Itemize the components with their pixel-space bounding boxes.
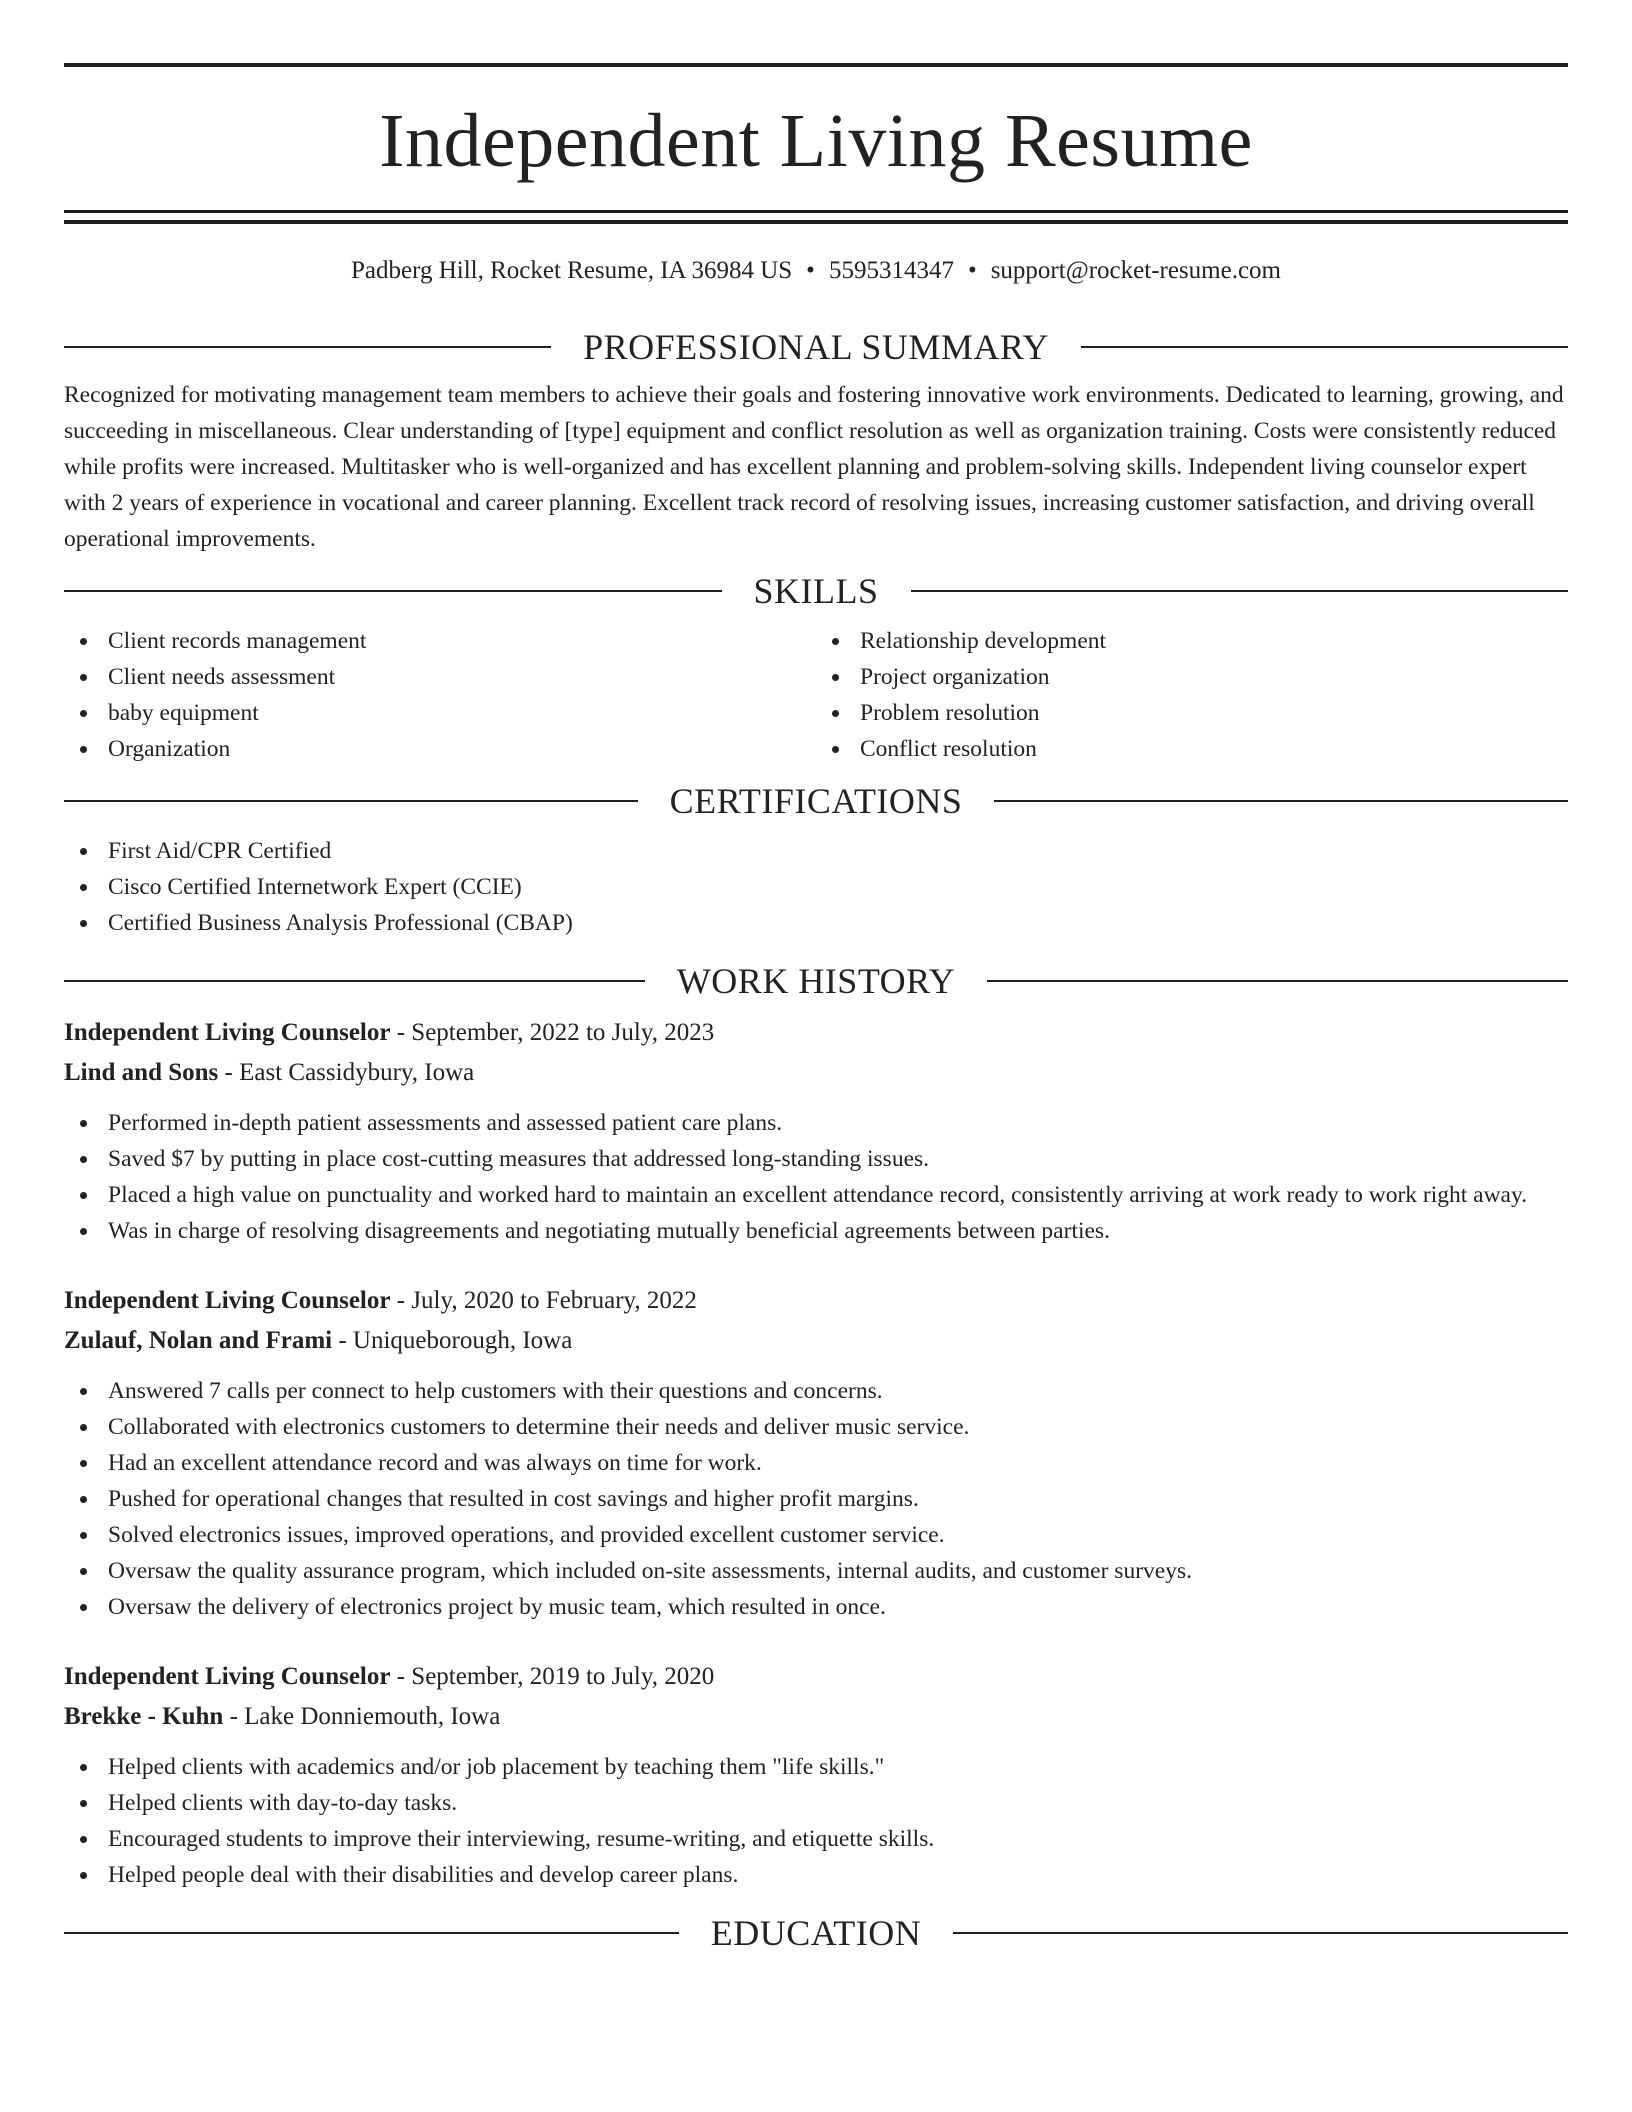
job-location: - Uniqueborough, Iowa bbox=[332, 1327, 573, 1354]
job-title-line bbox=[64, 1013, 1568, 1053]
heading-rule bbox=[1081, 346, 1568, 348]
summary-text: Recognized for motivating management team members to achieve their goals and fostering innovative work environments. Dedicated to learning, growing, and succeeding in miscellaneous. Clear understanding of [type] equipment and conflict resolution as well as organization training. Costs were consistently reduced while profits were increased. Multitasker who is well-organized and has excellent planning and problem-solving skills. Independent living counselor expert with 2 years of experience in vocational and career planning. Excellent track record of resolving issues, increasing customer satisfaction, and driving overall operational improvements. bbox=[64, 382, 1564, 552]
heading-rule bbox=[953, 1932, 1568, 1934]
job-entry bbox=[64, 1013, 1568, 1249]
heading-rule bbox=[994, 800, 1568, 802]
job-point: Oversaw the quality assurance program, which included on-site assessments, internal audits, and customer surveys. bbox=[64, 1553, 1568, 1589]
contact-separator: • bbox=[806, 257, 815, 284]
heading-rule bbox=[64, 1932, 679, 1934]
skills-heading-label: SKILLS bbox=[753, 571, 879, 611]
job-entry bbox=[64, 1657, 1568, 1893]
summary-heading-label: PROFESSIONAL SUMMARY bbox=[583, 327, 1049, 367]
skills-column-left bbox=[64, 623, 816, 767]
job-point: Helped clients with academics and/or job placement by teaching them "life skills." bbox=[64, 1749, 1568, 1785]
certification-item: First Aid/CPR Certified bbox=[64, 833, 1568, 869]
job-point: Encouraged students to improve their interviewing, resume-writing, and etiquette skills. bbox=[64, 1821, 1568, 1857]
job-point: Collaborated with electronics customers to determine their needs and deliver music service. bbox=[64, 1409, 1568, 1445]
skill-item: Relationship development bbox=[816, 623, 1568, 659]
job-point: Saved $7 by putting in place cost-cutting measures that addressed long-standing issues. bbox=[64, 1141, 1568, 1177]
job-title: Independent Living Counselor bbox=[64, 1663, 391, 1690]
job-dates: - September, 2022 to July, 2023 bbox=[390, 1019, 715, 1046]
job-point: Placed a high value on punctuality and worked hard to maintain an excellent attendance record, consistently arriving at work ready to work right away. bbox=[64, 1177, 1568, 1213]
contact-address: Padberg Hill, Rocket Resume, IA 36984 US bbox=[350, 257, 793, 284]
top-rule bbox=[64, 63, 1568, 67]
heading-rule bbox=[64, 590, 722, 592]
heading-rule bbox=[64, 800, 638, 802]
contact-email[interactable]: support@rocket-resume.com bbox=[990, 257, 1281, 284]
job-entry bbox=[64, 1281, 1568, 1625]
job-point: Answered 7 calls per connect to help customers with their questions and concerns. bbox=[64, 1373, 1568, 1409]
education-heading-label: EDUCATION bbox=[710, 1913, 922, 1953]
skills-heading bbox=[64, 569, 1568, 613]
contact-phone: 5595314347 bbox=[828, 257, 954, 284]
skill-item: Client records management bbox=[64, 623, 816, 659]
skill-item: Problem resolution bbox=[816, 695, 1568, 731]
job-point: Performed in-depth patient assessments and assessed patient care plans. bbox=[64, 1105, 1568, 1141]
resume-title: Independent Living Resume bbox=[379, 99, 1253, 183]
work-history-heading-label: WORK HISTORY bbox=[676, 961, 956, 1001]
skill-item: baby equipment bbox=[64, 695, 816, 731]
job-points bbox=[64, 1749, 1568, 1893]
job-point: Helped clients with day-to-day tasks. bbox=[64, 1785, 1568, 1821]
job-company-line bbox=[64, 1053, 1568, 1093]
job-point: Pushed for operational changes that resulted in cost savings and higher profit margins. bbox=[64, 1481, 1568, 1517]
job-location: - Lake Donniemouth, Iowa bbox=[223, 1703, 501, 1730]
work-history-heading bbox=[64, 959, 1568, 1003]
job-point: Helped people deal with their disabilities and develop career plans. bbox=[64, 1857, 1568, 1893]
education-heading bbox=[64, 1911, 1568, 1955]
certifications-heading bbox=[64, 779, 1568, 823]
skills-column-right bbox=[816, 623, 1568, 767]
job-point: Oversaw the delivery of electronics project by music team, which resulted in once. bbox=[64, 1589, 1568, 1625]
certification-item: Certified Business Analysis Professional (CBAP) bbox=[64, 905, 1568, 941]
summary-heading bbox=[64, 325, 1568, 369]
contact-line bbox=[64, 255, 1568, 287]
job-company-line bbox=[64, 1697, 1568, 1737]
job-dates: - September, 2019 to July, 2020 bbox=[390, 1663, 715, 1690]
skill-item: Project organization bbox=[816, 659, 1568, 695]
job-title-line bbox=[64, 1281, 1568, 1321]
heading-rule bbox=[987, 980, 1568, 982]
job-title: Independent Living Counselor bbox=[64, 1287, 391, 1314]
heading-rule bbox=[64, 980, 645, 982]
certification-item: Cisco Certified Internetwork Expert (CCIE) bbox=[64, 869, 1568, 905]
resume-page bbox=[64, 0, 1568, 1955]
job-points bbox=[64, 1105, 1568, 1249]
job-point: Had an excellent attendance record and was always on time for work. bbox=[64, 1445, 1568, 1481]
heading-rule bbox=[911, 590, 1569, 592]
heading-rule bbox=[64, 346, 551, 348]
job-dates: - July, 2020 to February, 2022 bbox=[390, 1287, 697, 1314]
job-company: Zulauf, Nolan and Frami bbox=[64, 1327, 333, 1354]
job-location: - East Cassidybury, Iowa bbox=[218, 1059, 475, 1086]
skill-item: Organization bbox=[64, 731, 816, 767]
job-title: Independent Living Counselor bbox=[64, 1019, 391, 1046]
job-company: Lind and Sons bbox=[64, 1059, 219, 1086]
job-title-line bbox=[64, 1657, 1568, 1697]
skill-item: Conflict resolution bbox=[816, 731, 1568, 767]
job-point: Was in charge of resolving disagreements and negotiating mutually beneficial agreements between parties. bbox=[64, 1213, 1568, 1249]
job-point: Solved electronics issues, improved operations, and provided excellent customer service. bbox=[64, 1517, 1568, 1553]
title-double-rule bbox=[64, 210, 1568, 224]
certifications-list bbox=[64, 833, 1568, 941]
certifications-heading-label: CERTIFICATIONS bbox=[669, 781, 963, 821]
job-company: Brekke - Kuhn bbox=[64, 1703, 224, 1730]
skills-list bbox=[64, 623, 1568, 767]
contact-separator: • bbox=[967, 257, 977, 284]
job-company-line bbox=[64, 1321, 1568, 1361]
job-points bbox=[64, 1373, 1568, 1625]
skill-item: Client needs assessment bbox=[64, 659, 816, 695]
